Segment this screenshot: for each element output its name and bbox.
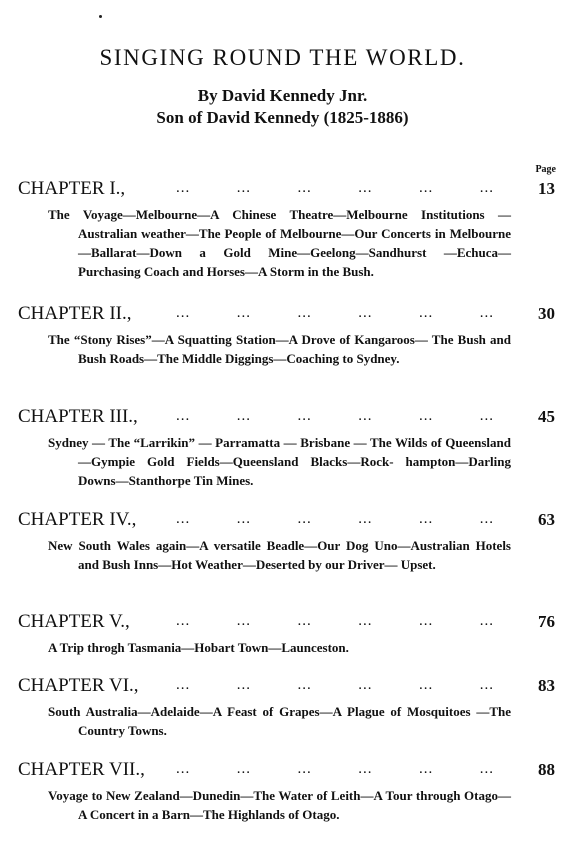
leader-dots: ... (176, 613, 191, 629)
chapter-heading-line (0, 759, 565, 783)
chapter-summary: The Voyage—Melbourne—A Chinese Theatre—Melbourne Institutions —Australian weather—The People of Melbourne—Our Concerts in Melbourne—Ballarat—Down a Gold Mine—Geelong—Sandhurst —Echuca—Purchasing Coach and Horses—A Storm in the Bush. (48, 207, 511, 279)
leader-dots: ... (176, 761, 191, 777)
leader-dots: ... (236, 408, 251, 424)
leader-dots: ... (176, 511, 191, 527)
chapter-entry (0, 178, 565, 281)
dot-leader (176, 677, 494, 694)
chapter-summary: South Australia—Adelaide—A Feast of Grapes—A Plague of Mosquitoes —The Country Towns. (48, 704, 511, 738)
chapter-page-number: 63 (538, 510, 555, 529)
leader-dots: ... (358, 677, 373, 693)
chapter-entry (0, 406, 565, 490)
leader-dots: ... (297, 511, 312, 527)
leader-dots: ... (419, 613, 434, 629)
leader-dots: ... (479, 305, 494, 321)
leader-dots: ... (419, 408, 434, 424)
leader-dots: ... (479, 613, 494, 629)
leader-dots: ... (176, 305, 191, 321)
chapter-entry (0, 303, 565, 368)
chapter-summary: Voyage to New Zealand—Dunedin—The Water of Leith—A Tour through Otago—A Concert in a Barn—The Highlands of Otago. (48, 788, 511, 822)
dot-leader (176, 761, 494, 778)
leader-dots: ... (236, 677, 251, 693)
chapter-summary: A Trip throgh Tasmania—Hobart Town—Launceston. (48, 640, 349, 655)
leader-dots: ... (479, 511, 494, 527)
chapter-title: CHAPTER VI., (18, 675, 139, 696)
leader-dots: ... (236, 305, 251, 321)
leader-dots: ... (176, 408, 191, 424)
chapter-heading-line (0, 611, 565, 635)
chapter-title: CHAPTER III., (18, 406, 138, 427)
chapter-page-number: 83 (538, 676, 555, 695)
chapter-entry (0, 759, 565, 824)
chapter-page-number: 13 (538, 179, 555, 198)
chapter-summary: The “Stony Rises”—A Squatting Station—A Drove of Kangaroos— The Bush and Bush Roads—The Middle Diggings—Coaching to Sydney. (48, 332, 511, 366)
leader-dots: ... (479, 761, 494, 777)
chapter-summary-block (48, 330, 511, 368)
chapter-heading-line (0, 406, 565, 430)
chapter-page-number: 30 (538, 304, 555, 323)
chapter-title: CHAPTER IV., (18, 509, 137, 530)
leader-dots: ... (236, 761, 251, 777)
chapter-title: CHAPTER I., (18, 178, 126, 199)
chapter-title: CHAPTER V., (18, 611, 130, 632)
chapter-page-number: 45 (538, 407, 555, 426)
chapter-heading-line (0, 675, 565, 699)
leader-dots: ... (297, 761, 312, 777)
page-title: SINGING ROUND THE WORLD. (99, 45, 466, 70)
leader-dots: ... (419, 677, 434, 693)
leader-dots: ... (297, 180, 312, 196)
chapter-summary-block (48, 786, 511, 824)
print-speck (99, 15, 102, 18)
leader-dots: ... (479, 408, 494, 424)
chapter-summary: Sydney — The “Larrikin” — Parramatta — Brisbane — The Wilds of Queensland—Gympie Gold Fields—Queensland Blacks—Rock- hampton—Darling Downs—Stanthorpe Tin Mines. (48, 435, 511, 488)
leader-dots: ... (236, 180, 251, 196)
leader-dots: ... (297, 677, 312, 693)
chapter-summary-block (48, 433, 511, 490)
leader-dots: ... (358, 408, 373, 424)
chapter-heading-line (0, 303, 565, 327)
leader-dots: ... (479, 677, 494, 693)
leader-dots: ... (297, 613, 312, 629)
leader-dots: ... (297, 305, 312, 321)
leader-dots: ... (419, 761, 434, 777)
leader-dots: ... (358, 511, 373, 527)
leader-dots: ... (297, 408, 312, 424)
chapter-summary-block (48, 702, 511, 740)
leader-dots: ... (236, 613, 251, 629)
dot-leader (176, 511, 494, 528)
leader-dots: ... (236, 511, 251, 527)
chapter-entry (0, 675, 565, 740)
leader-dots: ... (358, 305, 373, 321)
chapter-heading-line (0, 509, 565, 533)
chapter-summary-block (48, 205, 511, 281)
byline-author: By David Kennedy Jnr. (197, 86, 368, 105)
chapter-title: CHAPTER II., (18, 303, 132, 324)
dot-leader (176, 180, 494, 197)
chapter-page-number: 88 (538, 760, 555, 779)
leader-dots: ... (479, 180, 494, 196)
dot-leader (176, 613, 494, 630)
chapter-heading-line (0, 178, 565, 202)
leader-dots: ... (419, 305, 434, 321)
chapter-entry (0, 611, 565, 657)
leader-dots: ... (176, 180, 191, 196)
leader-dots: ... (176, 677, 191, 693)
dot-leader (176, 305, 494, 322)
leader-dots: ... (419, 511, 434, 527)
chapter-summary: New South Wales again—A versatile Beadle—Our Dog Uno—Australian Hotels and Bush Inns—Hot Weather—Deserted by our Driver— Upset. (48, 538, 511, 572)
page-column-heading: Page (535, 164, 556, 175)
chapter-summary-block (48, 638, 511, 657)
byline-lineage: Son of David Kennedy (1825-1886) (156, 108, 409, 127)
chapter-title: CHAPTER VII., (18, 759, 145, 780)
chapter-entry (0, 509, 565, 574)
leader-dots: ... (419, 180, 434, 196)
leader-dots: ... (358, 761, 373, 777)
leader-dots: ... (358, 613, 373, 629)
dot-leader (176, 408, 494, 425)
chapter-page-number: 76 (538, 612, 555, 631)
leader-dots: ... (358, 180, 373, 196)
chapter-summary-block (48, 536, 511, 574)
